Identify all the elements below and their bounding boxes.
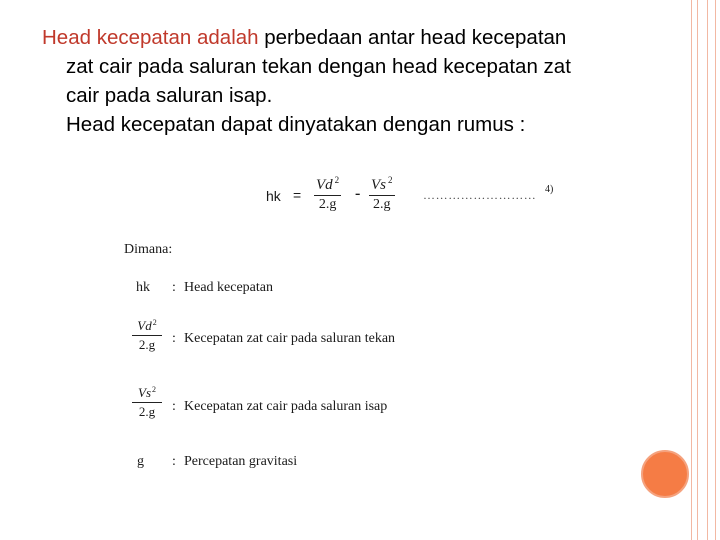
decor-orange-circle — [641, 450, 689, 498]
symbol-vd-denominator: 2.g — [138, 337, 156, 352]
definition-desc: Head kecepatan — [184, 280, 273, 295]
formula-minus: - — [355, 185, 361, 202]
fraction-1-numerator: Vd — [316, 177, 333, 193]
paragraph-line-4: Head kecepatan dapat dinyatakan dengan rumus : — [66, 113, 526, 136]
equation-number: 4) — [545, 184, 554, 195]
definition-colon: : — [172, 280, 176, 295]
definition-desc: Percepatan gravitasi — [184, 454, 298, 469]
paragraph-line-1 — [42, 23, 682, 52]
symbol-hk: hk — [136, 280, 150, 295]
definition-colon: : — [172, 399, 176, 414]
paragraph-line-3: cair pada saluran isap. — [66, 84, 273, 107]
fraction-2-denominator: 2.g — [373, 197, 391, 212]
symbol-g: g — [137, 454, 144, 469]
fraction-1-denominator: 2.g — [318, 197, 337, 212]
decor-line-4 — [715, 0, 716, 540]
fraction-1-exponent: 2 — [334, 175, 340, 185]
definition-desc: Kecepatan zat cair pada saluran isap — [184, 399, 388, 414]
formula-fraction-1 — [314, 175, 341, 213]
line1-rest: perbedaan antar head kecepatan — [258, 26, 567, 49]
definitions-heading: Dimana: — [124, 242, 173, 257]
decor-line-3 — [707, 0, 708, 540]
symbol-vs-fraction — [132, 385, 162, 420]
symbol-vs-numerator: Vs — [138, 385, 151, 400]
formula-dots: ……………………… — [423, 188, 537, 202]
fraction-2-numerator: Vs — [371, 177, 386, 193]
symbol-vs-denominator: 2.g — [138, 404, 156, 419]
formula-lhs: hk — [266, 188, 281, 204]
definition-desc: Kecepatan zat cair pada saluran tekan — [184, 331, 396, 346]
paragraph-line-2: zat cair pada saluran tekan dengan head kecepatan zat — [66, 55, 571, 78]
decor-line-1 — [691, 0, 692, 540]
highlight-text: Head kecepatan adalah — [42, 26, 259, 49]
symbol-vd-numerator: Vd — [137, 318, 152, 333]
symbol-vd-fraction — [132, 318, 162, 353]
formula-fraction-2 — [369, 175, 395, 213]
fraction-2-exponent: 2 — [388, 175, 393, 185]
definition-colon: : — [172, 454, 176, 469]
intro-paragraph — [42, 23, 682, 139]
formula-equals: = — [293, 187, 302, 203]
symbol-vs-exponent: 2 — [152, 385, 156, 394]
symbol-vd-exponent: 2 — [152, 318, 157, 327]
definition-colon: : — [172, 331, 176, 346]
decor-line-2 — [697, 0, 698, 540]
